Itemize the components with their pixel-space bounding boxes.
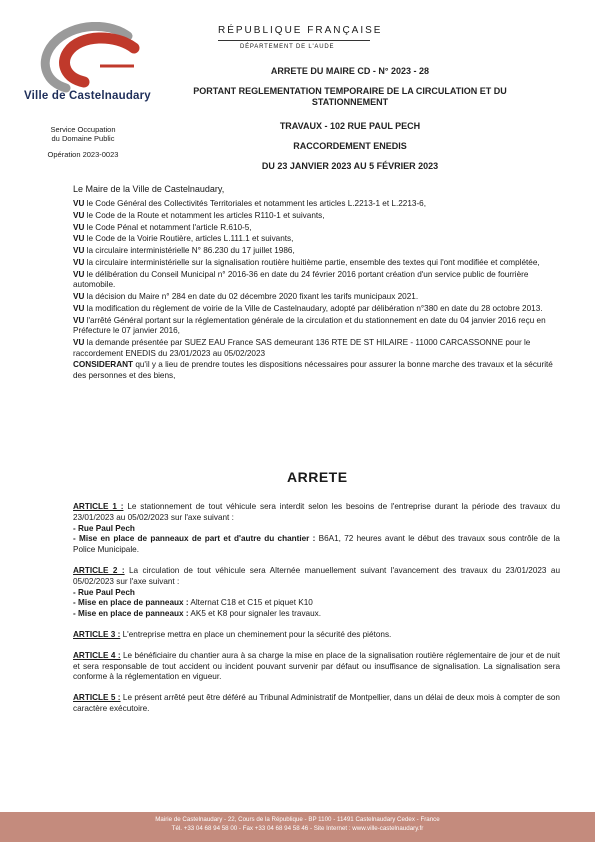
travaux-title: TRAVAUX - 102 RUE PAUL PECH [279, 121, 421, 131]
consideration-item: VU la circulaire interministérielle N° 86.230 du 17 juillet 1986, [73, 246, 295, 256]
consideration-item: VU le Code Pénal et notamment l'article R.610-5, [73, 222, 252, 232]
article-text: Le bénéficiaire du chantier aura à sa charge la mise en place de la signalisation routière réglementaire de jour et de nuit et sera responsable de tout accident ou incident pouvant survenir par défaut ou insuffisance de signalisation. La signalisation sera conforme à la réglementation en vigueur. [73, 650, 561, 682]
consideration-item: VU l'arrêté Général portant sur la réglementation générale de la circulation et du stationnement en date du 04 janvier 2016 reçu en Préfecture le 07 janvier 2016, [73, 315, 546, 336]
consideration-item: VU la décision du Maire n° 284 en date du 02 décembre 2020 fixant les tarifs municipaux 2021. [73, 292, 419, 302]
consideration-item: VU la modification du règlement de voirie de la Ville de Castelnaudary, adopté par délibération n°380 en date du 28 octobre 2013. [73, 303, 543, 313]
footer-contact: Tél. +33 04 68 94 58 00 - Fax +33 04 68 94 58 46 - Site Internet : www.ville-castelnaudary.fr [171, 825, 424, 832]
arrete-number: ARRETE DU MAIRE CD - N° 2023 - 28 [270, 66, 430, 76]
consideration-item: CONSIDERANT qu'il y a lieu de prendre toutes les dispositions nécessaires pour assurer la bonne marche des travaux et la sécurité des personnes et des biens, [73, 360, 553, 380]
arrete-title: ARRETE [287, 469, 348, 485]
consideration-item: VU le délibération du Conseil Municipal n° 2016-36 en date du 24 février 2016 portant création d'un service public de fourrière automobile. [73, 269, 529, 290]
service-line-2: du Domaine Public [51, 134, 115, 143]
page-footer [0, 812, 595, 842]
article-item: - Rue Paul Pech [73, 523, 135, 533]
consideration-item: VU le Code de la Voirie Routière, articles L.111.1 et suivants, [73, 234, 294, 244]
consideration-item: VU le Code Général des Collectivités Territoriales et notamment les articles L.2213-1 et L.2213-6, [73, 199, 427, 208]
article-item: - Mise en place de panneaux de part et d'autre du chantier : B6A1, 72 heures avant le début des travaux sous contrôle de la Police Municipale. [73, 534, 560, 555]
service-line-1: Service Occupation [50, 125, 116, 134]
article-item: - Mise en place de panneaux : AK5 et K8 pour signaler les travaux. [73, 609, 322, 619]
consideration-item: VU la circulaire interministérielle sur la signalisation routière huitième partie, ensemble des textes qui l'ont modifiée et complétée, [73, 257, 540, 267]
departement-heading: DÉPARTEMENT DE L'AUDE [240, 44, 335, 50]
mayor-intro: Le Maire de la Ville de Castelnaudary, [73, 184, 225, 194]
article-label: ARTICLE 4 : [73, 650, 121, 660]
republique-heading: RÉPUBLIQUE FRANÇAISE [218, 25, 383, 36]
article-1 [73, 502, 560, 556]
article-item: - Rue Paul Pech [73, 587, 135, 597]
article-3 [73, 630, 560, 641]
footer-address: Mairie de Castelnaudary - 22, Cours de la République - BP 1100 - 11491 Castelnaudary Cedex - France [155, 816, 440, 823]
arrete-subject: PORTANT REGLEMENTATION TEMPORAIRE DE LA CIRCULATION ET DU STATIONNEMENT [193, 86, 507, 107]
article-4 [73, 651, 560, 683]
article-text: Le présent arrêté peut être déféré au Tribunal Administratif de Montpellier, dans un délai de deux mois à compter de son caractère exécutoire. [73, 693, 560, 713]
republique-divider [218, 40, 370, 41]
date-range: DU 23 JANVIER 2023 AU 5 FÉVRIER 2023 [261, 161, 439, 171]
article-label: ARTICLE 3 : [73, 629, 121, 639]
operation-number: Opération 2023-0023 [47, 150, 119, 159]
consideration-item: VU le Code de la Route et notamment les articles R110-1 et suivants, [73, 210, 325, 220]
considerations-list [73, 199, 563, 383]
raccordement-title: RACCORDEMENT ENEDIS [293, 141, 407, 151]
article-text: La circulation de tout véhicule sera Alternée manuellement suivant l'avancement des travaux du 23/01/2023 au 05/02/2023 sur l'axe suivant : [73, 565, 560, 586]
article-text: L'entreprise mettra en place un cheminement pour la sécurité des piétons. [122, 629, 392, 639]
service-block [28, 125, 138, 159]
consideration-item: VU la demande présentée par SUEZ EAU France SAS demeurant 136 RTE DE ST HILAIRE - 11000 CARCASSONNE pour le raccordement ENEDIS du 23/01/2023 au 05/02/2023 [73, 338, 531, 358]
article-label: ARTICLE 2 : [73, 565, 125, 575]
article-label: ARTICLE 1 : [73, 502, 124, 511]
logo-city-name: Ville de Castelnaudary [24, 90, 151, 102]
article-item: - Mise en place de panneaux : Alternat C18 et C15 et piquet K10 [73, 598, 313, 608]
articles-list [73, 502, 560, 725]
article-text: Le stationnement de tout véhicule sera interdit selon les besoins de l'entreprise durant la période des travaux du 23/01/2023 au 05/02/2023 sur l'axe suivant : [73, 502, 560, 522]
article-5 [73, 693, 560, 715]
article-2 [73, 566, 560, 620]
article-label: ARTICLE 5 : [73, 693, 121, 703]
